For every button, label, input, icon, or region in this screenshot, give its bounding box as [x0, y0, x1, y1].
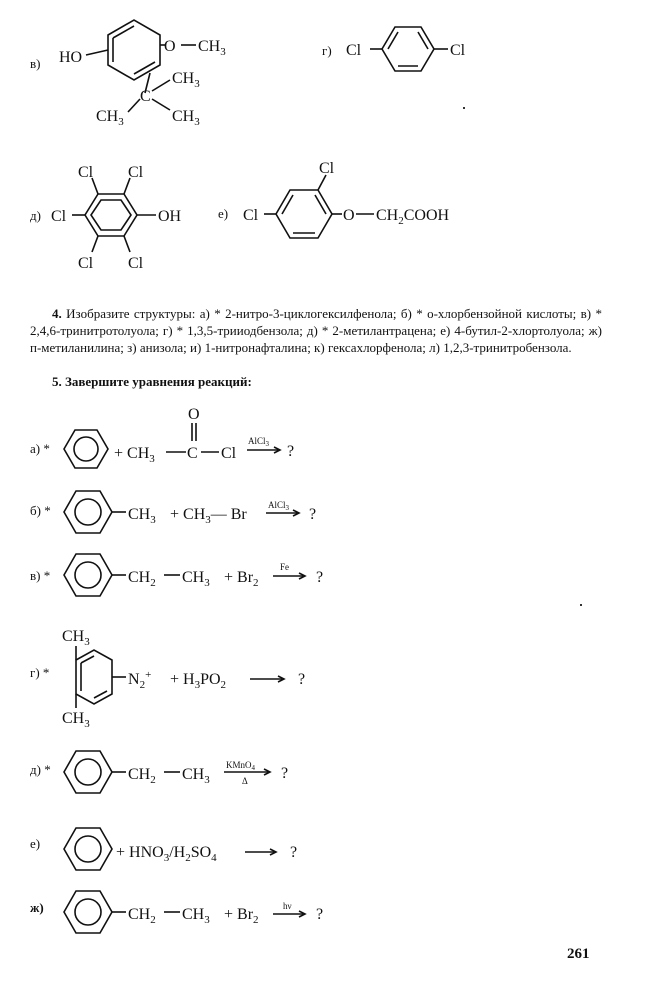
task-4-body: Изобразите структуры: а) * 2-нитро-3-циклогексилфенола; б) * о-хлорбензойной кислоты; в) * 2,4,6-тринитротолуола; г) * 1,3,5-трииодбензола; д) * 2-метилантрацена; е) 4-бутил-2-хлортолуола; ж) п-метиланилина; з) анизола; и) 1-нитронафталина; к) гексахлорфенола; л) 1,2,3-тринитробензола. — [30, 306, 603, 355]
reaction-label-e: е) — [30, 836, 41, 851]
structure-label-e: е) — [218, 206, 229, 221]
ch3-label: $CH_3$ — [182, 906, 210, 926]
cl-label: Cl — [221, 445, 237, 462]
question-mark: ? — [316, 569, 324, 586]
ch3-label: $CH_3$ — [96, 108, 124, 128]
question-mark: ? — [298, 671, 306, 688]
cl-label: Cl — [243, 207, 259, 224]
reaction-label-a: а) * — [30, 441, 50, 456]
cl-label: Cl — [128, 164, 144, 181]
cl-label: Cl — [319, 160, 335, 177]
ch2-label: $CH_2$ — [128, 906, 156, 926]
reagent: + $CH_3$ — [114, 445, 155, 465]
question-mark: ? — [316, 906, 324, 923]
catalyst: KMnO$_4$ — [226, 760, 256, 772]
speck — [580, 604, 582, 606]
ch3-label: $CH_3$ — [62, 710, 90, 730]
cl-label: Cl — [78, 255, 94, 272]
ch3-label: $CH_3$ — [172, 70, 200, 90]
o-label: O — [164, 38, 176, 55]
c-quaternary-label: C — [140, 88, 151, 105]
speck — [463, 107, 465, 109]
reagent: + $HNO_3/H_2SO_4$ — [116, 844, 217, 864]
question-mark: ? — [309, 506, 317, 523]
ho-label: HO — [59, 49, 83, 66]
question-mark: ? — [287, 443, 295, 460]
reagent: + $Br_2$ — [224, 569, 259, 589]
ch2-label: $CH_2$ — [128, 569, 156, 589]
carbonyl-o: O — [188, 406, 200, 423]
reaction-label-zh: ж) — [30, 900, 44, 915]
task-4-number: 4. — [52, 306, 62, 321]
page-number: 261 — [567, 946, 590, 962]
ch2-label: $CH_2$ — [128, 766, 156, 786]
reaction-label-d: д) * — [30, 762, 51, 777]
reaction-label-b: б) * — [30, 503, 51, 518]
reagent: + $H_3PO_2$ — [170, 671, 227, 691]
o-label: O — [343, 207, 355, 224]
catalyst: AlCl$_3$ — [248, 436, 270, 448]
catalyst: AlCl$_3$ — [268, 500, 290, 512]
reaction-label-v: в) * — [30, 568, 51, 583]
ch3-label: $CH_3$ — [182, 766, 210, 786]
cl-label: Cl — [128, 255, 144, 272]
diazonium-label: $N_2^+$ — [128, 669, 152, 691]
cl-label: Cl — [450, 42, 466, 59]
condition: Δ — [242, 776, 248, 786]
cl-label: Cl — [346, 42, 362, 59]
task-5-text — [30, 373, 602, 390]
cl-label: Cl — [78, 164, 94, 181]
ch3-label: $CH_3$ — [198, 38, 226, 58]
task-4-text — [30, 305, 602, 356]
reaction-label-g: г) * — [30, 665, 50, 680]
catalyst: Fe — [280, 562, 289, 572]
ch3-label: $CH_3$ — [172, 108, 200, 128]
ch3-label: $CH_3$ — [128, 506, 156, 526]
catalyst: hν — [283, 901, 292, 911]
reagent: + $CH_3—$ Br — [170, 506, 247, 526]
task-5-body: Завершите уравнения реакций: — [65, 374, 252, 389]
structure-label-v: в) — [30, 56, 41, 71]
structure-label-d: д) — [30, 208, 41, 223]
oh-label: OH — [158, 208, 182, 225]
task-5-number: 5. — [52, 374, 62, 389]
reagent: + $Br_2$ — [224, 906, 259, 926]
ch3-label: $CH_3$ — [62, 628, 90, 648]
ch2cooh-label: $CH_2COOH$ — [376, 207, 450, 227]
structure-label-g: г) — [322, 43, 332, 58]
cl-label: Cl — [51, 208, 67, 225]
carbonyl-c: C — [187, 445, 198, 462]
question-mark: ? — [281, 765, 289, 782]
ch3-label: $CH_3$ — [182, 569, 210, 589]
question-mark: ? — [290, 844, 298, 861]
